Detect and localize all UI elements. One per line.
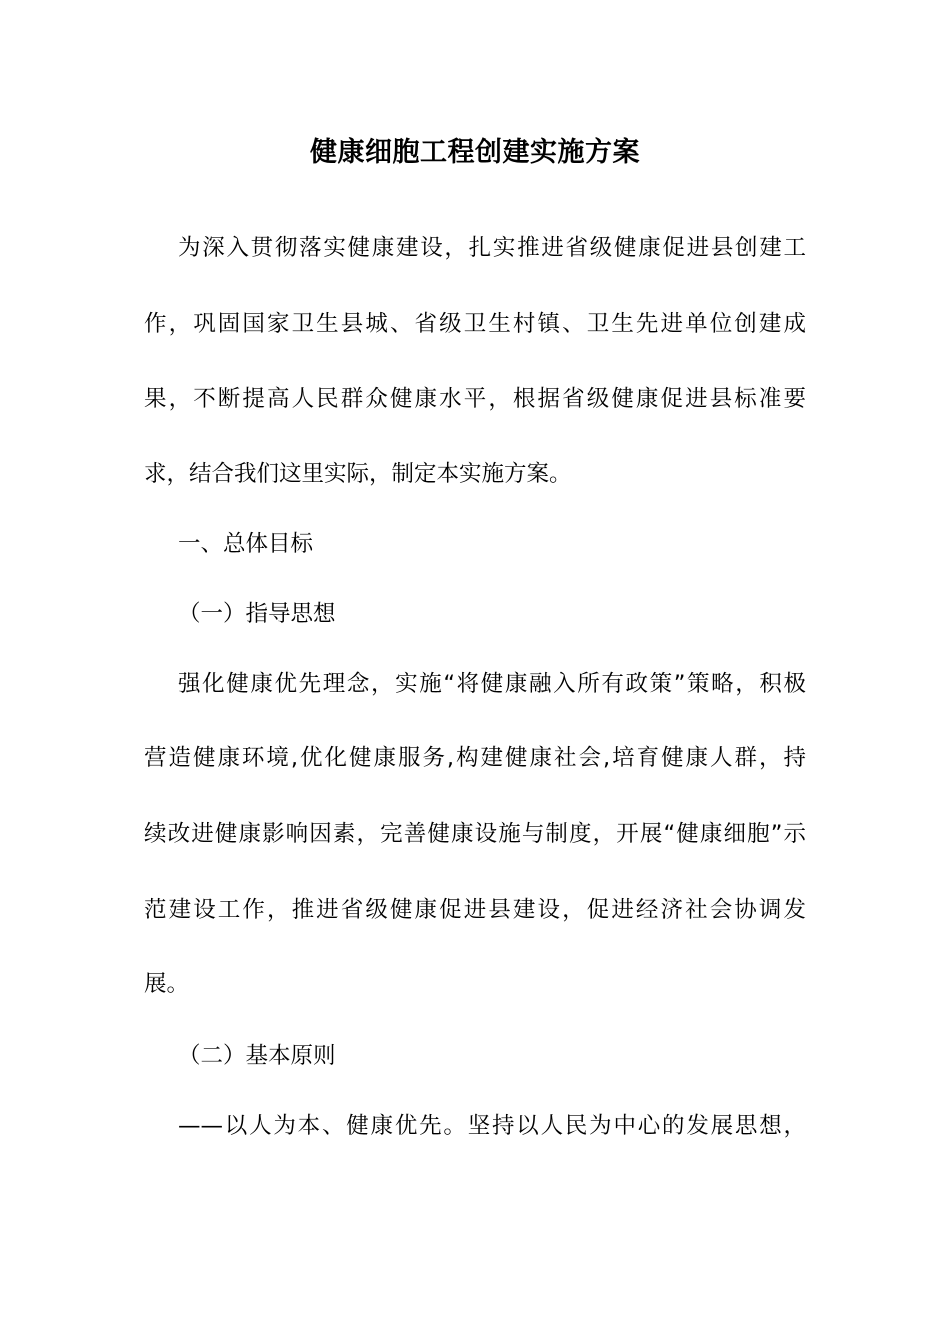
paragraph-line: 求，结合我们这里实际，制定本实施方案。	[144, 461, 572, 487]
paragraph-line: ——以人为本、健康优先。坚持以人民为中心的发展思想，	[178, 1113, 806, 1139]
paragraph-line: 为深入贯彻落实健康建设，扎实推进省级健康促进县创建工	[178, 235, 806, 261]
subsection-heading: （一）指导思想	[178, 601, 336, 627]
paragraph-line: 范建设工作，推进省级健康促进县建设，促进经济社会协调发	[144, 897, 806, 923]
subsection-heading: （二）基本原则	[178, 1043, 336, 1069]
paragraph-line: 展。	[144, 971, 190, 997]
paragraph-line: 果，不断提高人民群众健康水平，根据省级健康促进县标准要	[144, 386, 806, 412]
paragraph-line: 营造健康环境,优化健康服务,构建健康社会,培育健康人群，持	[144, 745, 806, 771]
paragraph-line: 作，巩固国家卫生县城、省级卫生村镇、卫生先进单位创建成	[144, 311, 806, 337]
paragraph-line: 强化健康优先理念，实施“将健康融入所有政策”策略，积极	[178, 671, 806, 697]
document-title: 健康细胞工程创建实施方案	[310, 137, 640, 168]
paragraph-line: 续改进健康影响因素，完善健康设施与制度，开展“健康细胞”示	[144, 821, 806, 847]
section-heading: 一、总体目标	[178, 531, 314, 557]
